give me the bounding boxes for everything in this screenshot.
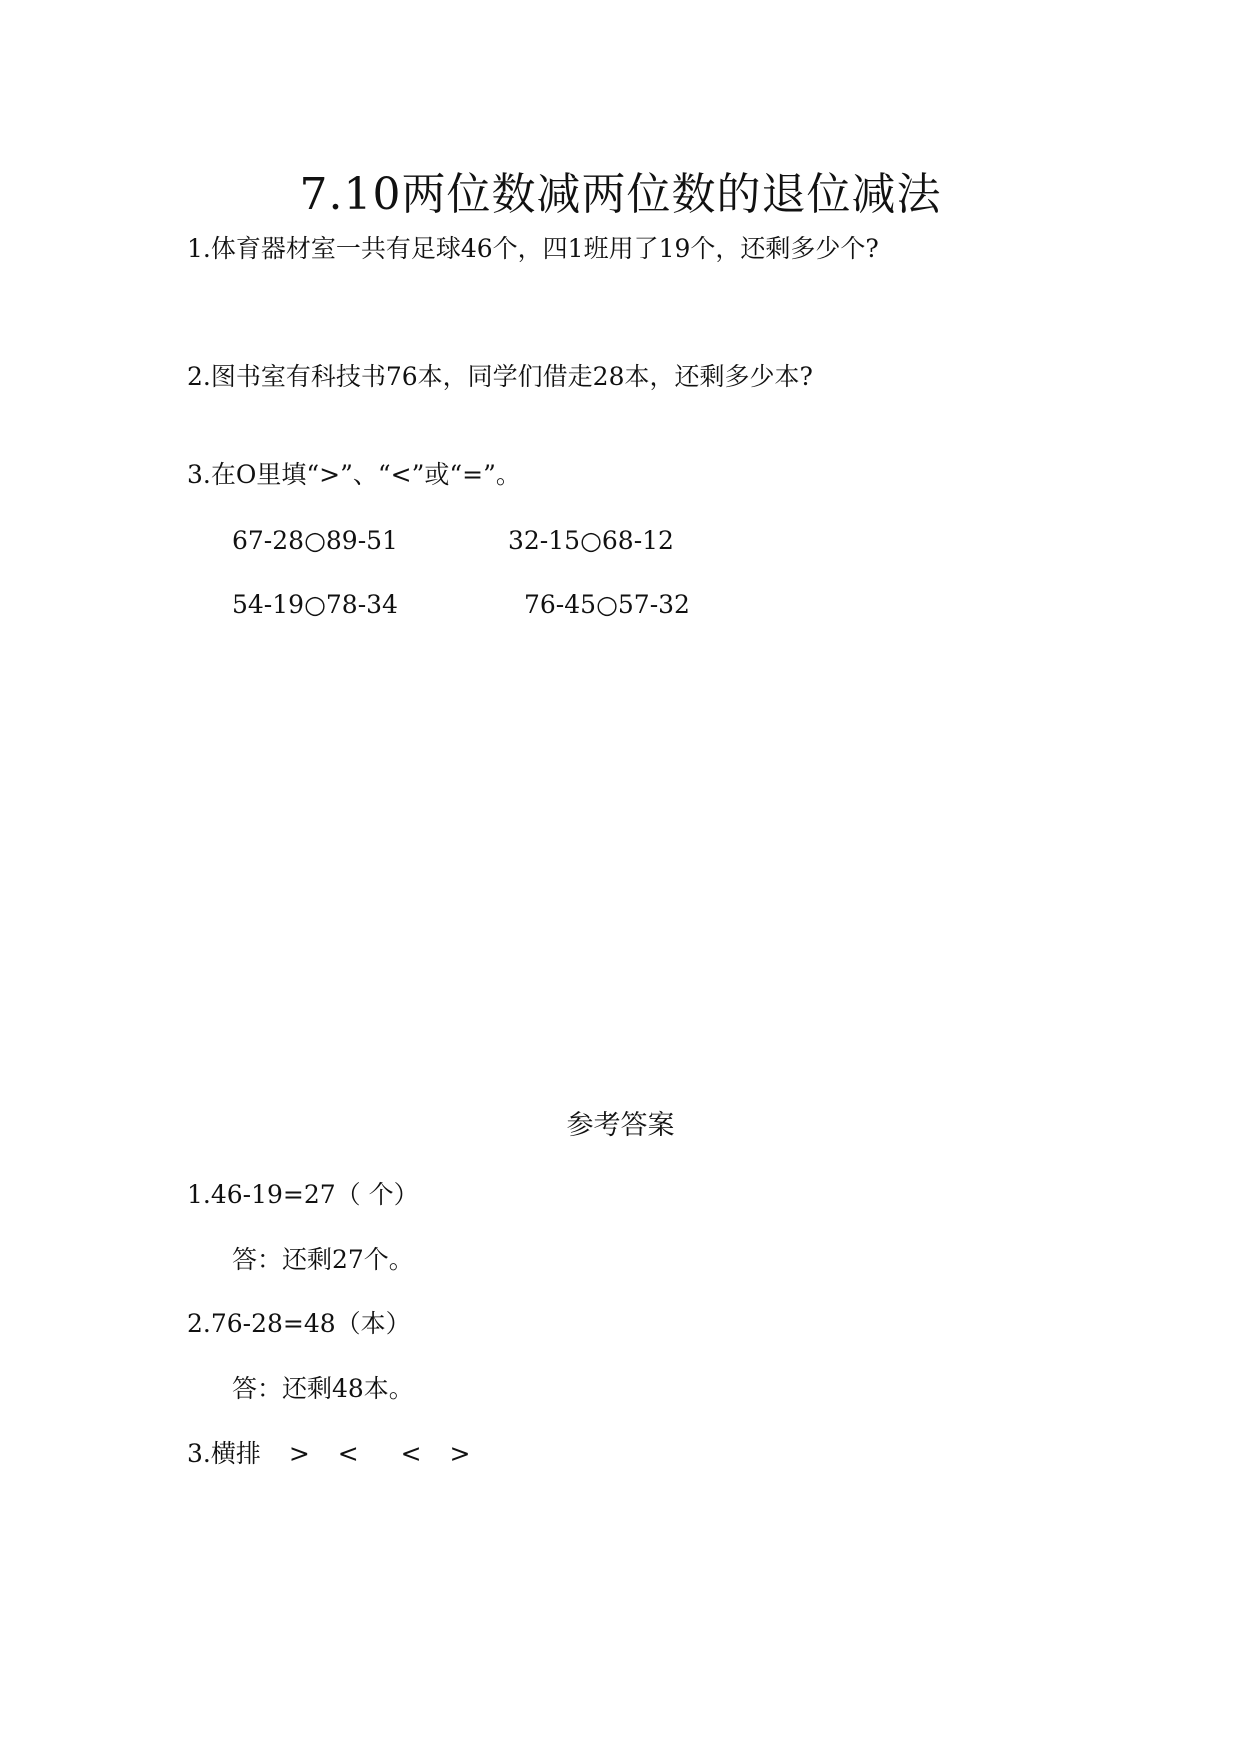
comparison-expression-1: 67-28○89-51 — [232, 526, 398, 555]
answer-key-title: 参考答案 — [566, 1110, 675, 1141]
worksheet-title: 7.10两位数减两位数的退位减法 — [299, 169, 942, 220]
question-1: 1.体育器材室一共有足球46个，四1班用了19个，还剩多少个? — [187, 234, 879, 263]
comparison-expression-2: 32-15○68-12 — [508, 526, 674, 555]
answer-3-symbol-2: < — [337, 1439, 359, 1468]
answer-3-symbol-3: < — [400, 1439, 422, 1468]
question-2: 2.图书室有科技书76本，同学们借走28本，还剩多少本? — [187, 362, 813, 391]
comparison-expression-3: 54-19○78-34 — [232, 590, 398, 619]
comparison-expression-4: 76-45○57-32 — [524, 590, 690, 619]
answer-2-reply: 答：还剩48本。 — [232, 1374, 414, 1403]
answer-3-symbol-4: > — [449, 1439, 471, 1468]
answer-1-reply: 答：还剩27个。 — [232, 1245, 414, 1274]
answer-3 — [187, 1437, 490, 1471]
answer-3-symbol-1: > — [288, 1439, 310, 1468]
answer-2: 2.76-28=48（本） — [187, 1309, 411, 1338]
question-3: 3.在O里填“>”、“<”或“=”。 — [187, 460, 521, 489]
answer-1: 1.46-19=27（ 个） — [187, 1180, 419, 1209]
answer-3-label: 3.横排 — [187, 1439, 261, 1468]
